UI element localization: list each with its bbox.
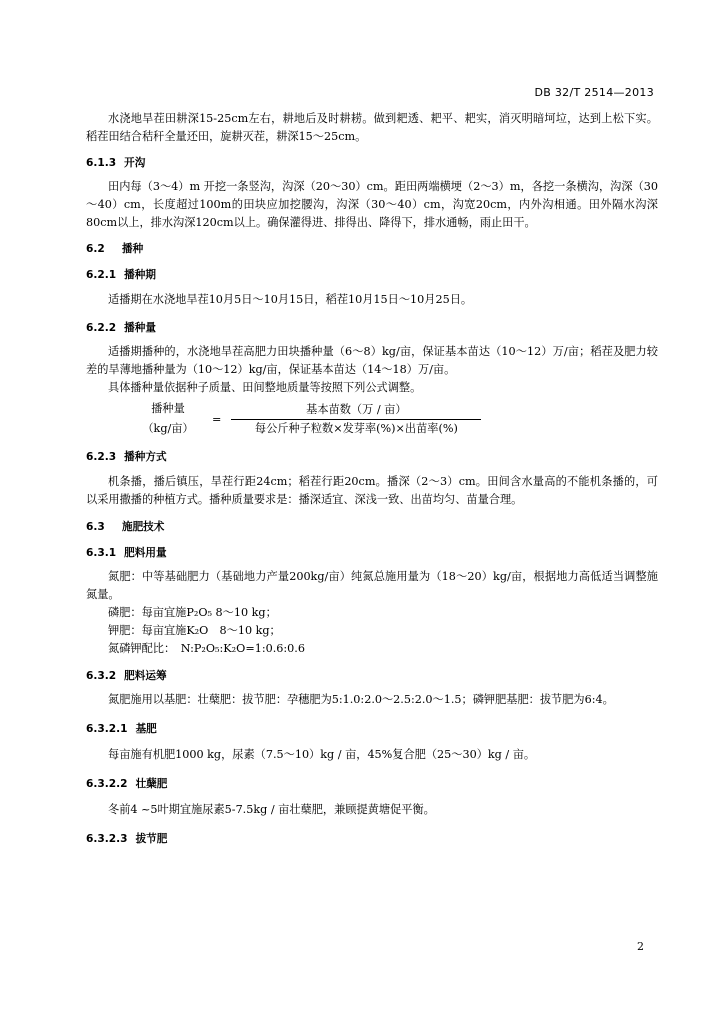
heading-number: 6.2.3 [86, 451, 117, 463]
document-body [86, 110, 658, 847]
heading-title: 壮蘖肥 [135, 778, 168, 790]
paragraph-6-2-3: 机条播，播后镇压，旱茬行距24cm；稻茬行距20cm。播深（2～3）cm。田间含水量高的不能机条播的，可以采用撒播的种植方式。播种质量要求是：播深适宜、深浅一致、出苗均匀、苗量合理。 [86, 475, 658, 506]
formula-left-top: 播种量 [151, 402, 185, 415]
formula-numerator: 基本苗数（万 / 亩） [306, 402, 407, 416]
paragraph-intro: 水浇地旱茬田耕深15-25cm左右，耕地后及时耕耢。做到耙透、耙平、耙实，消灭明暗坷垃，达到上松下实。稻茬田结合秸秆全量还田，旋耕灭茬，耕深15～25cm。 [86, 112, 658, 143]
heading-title: 播种期 [124, 269, 156, 281]
paragraph-6-3-2-2: 冬前4 ~5叶期宜施尿素5-7.5kg / 亩壮蘖肥，兼顾提黄塘促平衡。 [108, 803, 435, 816]
heading-6-3-2 [86, 668, 658, 684]
heading-number: 6.3.2.3 [86, 833, 128, 845]
heading-title: 开沟 [124, 157, 146, 169]
paragraph-6-3-2: 氮肥施用以基肥：壮蘖肥：拔节肥：孕穗肥为5:1.0:2.0～2.5:2.0～1.5；磷钾肥基肥：拔节肥为6:4。 [108, 693, 614, 706]
heading-6-3-2-3 [86, 831, 658, 847]
standard-code: DB 32/T 2514—2013 [534, 86, 654, 99]
formula-denominator: 每公斤种子粒数×发芽率(%)×出苗率(%) [254, 421, 458, 435]
heading-6-3-1 [86, 545, 658, 561]
paragraph-6-2-2-b: 具体播种量依据种子质量、田间整地质量等按照下列公式调整。 [108, 381, 422, 394]
page-number: 2 [637, 940, 644, 953]
heading-6-3 [86, 519, 658, 535]
heading-6-2-3 [86, 449, 658, 465]
heading-number: 6.3.2.2 [86, 778, 128, 790]
heading-title: 播种方式 [124, 451, 167, 463]
heading-number: 6.2.2 [86, 322, 117, 334]
seeding-rate-formula [138, 399, 658, 439]
heading-number: 6.2 [86, 243, 105, 255]
paragraph-6-3-1-potassium: 钾肥：每亩宜施K₂O 8～10 kg； [108, 624, 281, 637]
heading-number: 6.3.2 [86, 670, 117, 682]
heading-title: 播种 [122, 243, 144, 255]
heading-title: 施肥技术 [122, 521, 165, 533]
heading-number: 6.1.3 [86, 157, 117, 169]
formula-equals: = [212, 412, 222, 426]
paragraph-6-3-1-nitrogen: 氮肥：中等基础肥力（基础地力产量200kg/亩）纯氮总施用量为（18～20）kg/亩，根据地力高低适当调整施氮量。 [86, 570, 658, 601]
heading-6-3-2-1 [86, 721, 658, 737]
paragraph-6-3-1-phosphorus: 磷肥：每亩宜施P₂O₅ 8～10 kg； [108, 606, 277, 619]
paragraph-6-2-1: 适播期在水浇地旱茬10月5日～10月15日，稻茬10月15日～10月25日。 [108, 293, 473, 306]
heading-6-2-2 [86, 320, 658, 336]
formula-left [138, 399, 198, 439]
heading-6-1-3 [86, 155, 658, 171]
heading-title: 播种量 [124, 322, 156, 334]
heading-title: 肥料用量 [124, 547, 167, 559]
heading-title: 拔节肥 [135, 833, 168, 845]
heading-number: 6.3 [86, 521, 105, 533]
heading-6-2-1 [86, 267, 658, 283]
heading-number: 6.3.1 [86, 547, 117, 559]
heading-title: 基肥 [135, 723, 157, 735]
paragraph-6-3-1-ratio: 氮磷钾配比： N:P₂O₅:K₂O=1:0.6:0.6 [108, 642, 305, 655]
formula-fraction [231, 401, 481, 438]
paragraph-6-2-2-a: 适播期播种的，水浇地旱茬高肥力田块播种量（6～8）kg/亩，保证基本苗达（10～12）万/亩；稻茬及肥力较差的旱薄地播种量为（10～12）kg/亩，保证基本苗达（14～18）万/亩。 [86, 345, 658, 376]
paragraph-6-3-2-1: 每亩施有机肥1000 kg，尿素（7.5～10）kg / 亩，45%复合肥（25～30）kg / 亩。 [108, 748, 536, 761]
formula-left-bottom: （kg/亩） [142, 422, 194, 435]
heading-number: 6.3.2.1 [86, 723, 128, 735]
heading-6-2 [86, 241, 658, 257]
paragraph-6-1-3: 田内每（3～4）m 开挖一条竖沟，沟深（20～30）cm。距田两端横埂（2～3）m，各挖一条横沟，沟深（30～40）cm，长度超过100m的田块应加挖腰沟，沟深（30～40）cm，沟宽20cm，内外沟相通。田外隔水沟深80cm以上，排水沟深120cm以上。确保灌得进、排得出、降得下，排水通畅，雨止田干。 [86, 180, 658, 229]
heading-number: 6.2.1 [86, 269, 117, 281]
heading-title: 肥料运筹 [124, 670, 167, 682]
heading-6-3-2-2 [86, 776, 658, 792]
